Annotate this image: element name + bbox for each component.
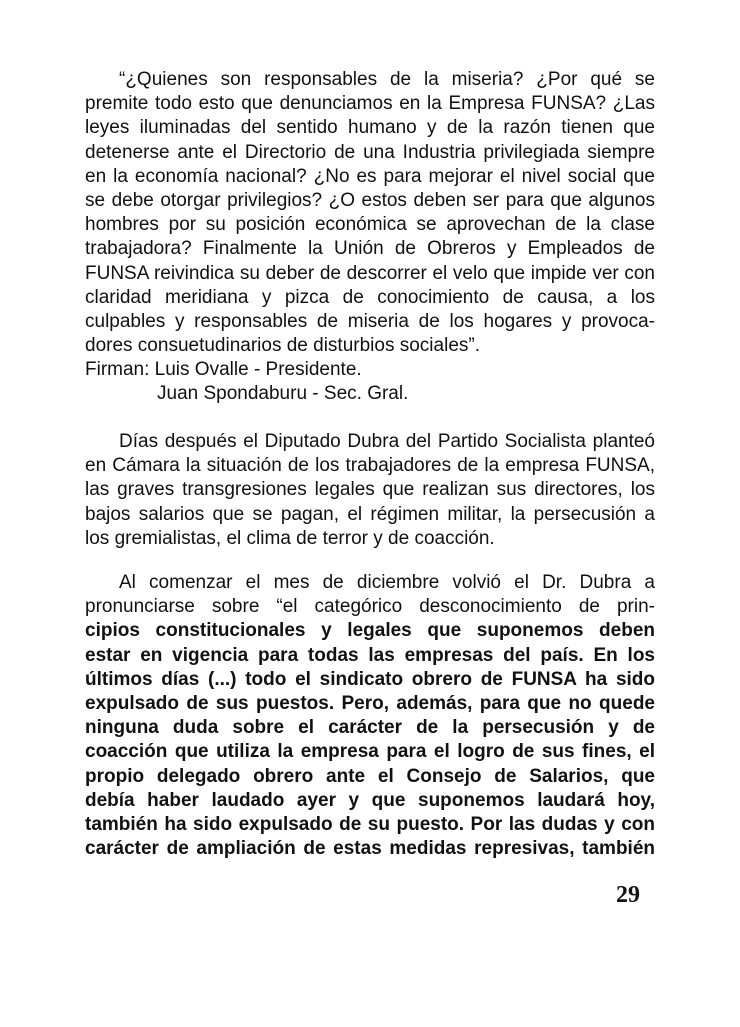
text-line: en Cámara la situación de los trabajadores de la empresa FUNSA, <box>85 455 655 477</box>
paragraph <box>85 430 655 551</box>
text-line: expulsado de sus puestos. Pero, además, para que no quede <box>85 692 655 714</box>
signature-line: Juan Spondaburu - Sec. Gral. <box>157 383 409 405</box>
text-line: los gremialistas, el clima de terror y de coacción. <box>85 527 495 549</box>
text-line: últimos días (...) todo el sindicato obrero de FUNSA ha sido <box>85 668 655 690</box>
page-number: 29 <box>616 882 640 908</box>
text-line: claridad meridiana y pizca de conocimiento de causa, a los <box>85 286 655 308</box>
text-line: cipios constitucionales y legales que suponemos deben <box>85 620 655 642</box>
text-line: “¿Quienes son responsables de la miseria? ¿Por qué se <box>119 69 655 90</box>
text-line: estar en vigencia para todas las empresas del país. En los <box>85 644 655 666</box>
text-line: Al comenzar el mes de diciembre volvió el Dr. Dubra a <box>119 572 655 593</box>
text-line: trabajadora? Finalmente la Unión de Obreros y Empleados de <box>85 238 655 260</box>
text-line: bajos salarios que se pagan, el régimen militar, la persecusión a <box>85 503 655 525</box>
text-line: propio delegado obrero ante el Consejo de Salarios, que <box>85 765 655 787</box>
text-line: coacción que utiliza la empresa para el logro de sus fines, el <box>85 741 655 763</box>
text-line: detenerse ante el Directorio de una Industria privilegiada siempre <box>85 141 655 163</box>
text-line: debía haber laudado ayer y que suponemos laudará hoy, <box>85 789 655 811</box>
text-line: se debe otorgar privilegios? ¿O estos deben ser para que algunos <box>85 189 655 211</box>
text-line: las graves transgresiones legales que realizan sus directores, los <box>85 479 655 501</box>
quoted-paragraph <box>85 68 655 407</box>
text-line: culpables y responsables de miseria de los hogares y provoca- <box>85 310 655 332</box>
paragraph <box>85 571 655 861</box>
text-line: hombres por su posición económica se aprovechan de la clase <box>85 214 655 236</box>
text-line: leyes iluminadas del sentido humano y de la razón tienen que <box>85 117 655 139</box>
signature-line: Firman: Luis Ovalle - Presidente. <box>85 359 362 381</box>
text-line: carácter de ampliación de estas medidas represivas, también <box>85 838 655 860</box>
text-line: Días después el Diputado Dubra del Partido Socialista planteó <box>119 431 655 452</box>
text-line: pronunciarse sobre “el categórico desconocimiento de prin- <box>85 596 655 618</box>
text-line: FUNSA reivindica su deber de descorrer el velo que impide ver con <box>85 262 655 284</box>
text-line: ninguna duda sobre el carácter de la persecusión y de <box>85 717 655 739</box>
text-line: dores consuetudinarios de disturbios sociales”. <box>85 335 480 357</box>
text-line: también ha sido expulsado de su puesto. Por las dudas y con <box>85 813 655 835</box>
text-line: en la economía nacional? ¿No es para mejorar el nivel social que <box>85 165 655 187</box>
text-line: premite todo esto que denunciamos en la Empresa FUNSA? ¿Las <box>85 93 655 115</box>
